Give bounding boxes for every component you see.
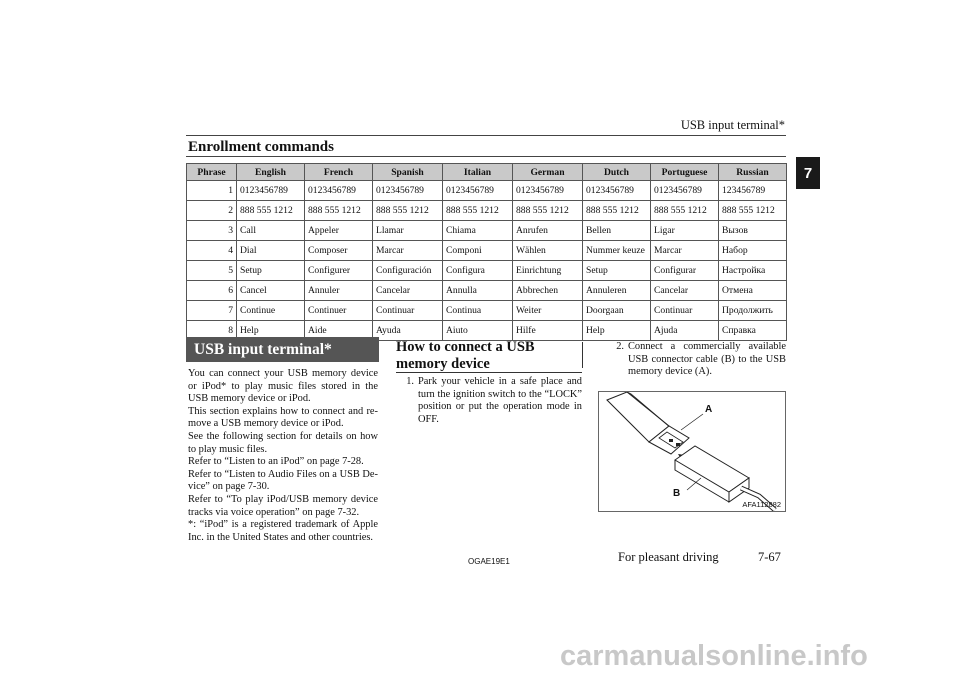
- table-cell: Справка: [719, 321, 787, 341]
- table-cell: Continuer: [305, 301, 373, 321]
- column-header: Dutch: [583, 164, 651, 181]
- table-cell: Llamar: [373, 221, 443, 241]
- column-header: German: [513, 164, 583, 181]
- table-cell: Composer: [305, 241, 373, 261]
- table-cell: Продолжить: [719, 301, 787, 321]
- footer-code: OGAE19E1: [468, 557, 510, 566]
- table-cell: Annuleren: [583, 281, 651, 301]
- table-cell: Configurer: [305, 261, 373, 281]
- chapter-tab[interactable]: 7: [796, 157, 820, 189]
- table-cell: Cancelar: [651, 281, 719, 301]
- column-header: English: [237, 164, 305, 181]
- column-header: Portuguese: [651, 164, 719, 181]
- table-cell: Hilfe: [513, 321, 583, 341]
- table-cell: Marcar: [373, 241, 443, 261]
- table-cell: Ayuda: [373, 321, 443, 341]
- table-row: [187, 261, 787, 281]
- step-number: 2.: [616, 341, 624, 352]
- table-cell: Configuración: [373, 261, 443, 281]
- label-b: B: [673, 488, 681, 499]
- table-cell: Wählen: [513, 241, 583, 261]
- connect-usb-heading: How to connect a USB memory device: [396, 339, 535, 372]
- table-cell: Configurar: [651, 261, 719, 281]
- table-cell: Anrufen: [513, 221, 583, 241]
- heading-underline: [396, 372, 582, 373]
- table-cell: Marcar: [651, 241, 719, 261]
- table-cell: 888 555 1212: [583, 201, 651, 221]
- table-cell: 0123456789: [373, 181, 443, 201]
- table-cell: 888 555 1212: [443, 201, 513, 221]
- label-a: A: [705, 404, 713, 415]
- table-cell: Aide: [305, 321, 373, 341]
- footer-section-name: For pleasant driving: [618, 550, 719, 564]
- table-row: [187, 201, 787, 221]
- step-number: 1.: [406, 376, 414, 387]
- table-cell: 0123456789: [237, 181, 305, 201]
- cross-reference[interactable]: Refer to “Listen to Audio Files on a USB De-vice” on page 7-30.: [188, 468, 378, 493]
- step-text: Park your vehicle in a safe place and turn the ignition switch to the “LOCK” position or put the operation mode in OFF.: [418, 376, 582, 425]
- table-cell: 888 555 1212: [373, 201, 443, 221]
- phrase-number-cell: 6: [187, 281, 237, 301]
- table-cell: Help: [583, 321, 651, 341]
- table-cell: Continuar: [651, 301, 719, 321]
- table-cell: 0123456789: [583, 181, 651, 201]
- watermark: carmanualsonline.info: [560, 640, 868, 672]
- header-rule: [186, 135, 786, 136]
- table-header-row: [187, 164, 787, 181]
- phrase-number-cell: 5: [187, 261, 237, 281]
- table-cell: 0123456789: [443, 181, 513, 201]
- table-cell: Help: [237, 321, 305, 341]
- table-cell: 888 555 1212: [651, 201, 719, 221]
- table-cell: Setup: [237, 261, 305, 281]
- trademark-note: *: “iPod” is a registered trademark of Apple Inc. in the United States and other countries.: [188, 519, 378, 543]
- table-cell: Setup: [583, 261, 651, 281]
- column-header: Phrase: [187, 164, 237, 181]
- column-header: Spanish: [373, 164, 443, 181]
- step-1: [396, 376, 582, 426]
- table-cell: Weiter: [513, 301, 583, 321]
- phrase-number-cell: 4: [187, 241, 237, 261]
- table-cell: Настройка: [719, 261, 787, 281]
- phrase-number-cell: 1: [187, 181, 237, 201]
- table-cell: Call: [237, 221, 305, 241]
- table-cell: Appeler: [305, 221, 373, 241]
- table-cell: Вызов: [719, 221, 787, 241]
- column-header: Italian: [443, 164, 513, 181]
- table-cell: Continue: [237, 301, 305, 321]
- cross-reference[interactable]: Refer to “To play iPod/USB memory device tracks via voice operation” on page 7-32.: [188, 493, 378, 518]
- table-cell: 888 555 1212: [513, 201, 583, 221]
- table-cell: Chiama: [443, 221, 513, 241]
- step-text: Connect a commercially available USB connector cable (B) to the USB memory device (A).: [628, 341, 786, 378]
- paragraph: This section explains how to connect and re-move a USB memory device or iPod.: [188, 405, 378, 430]
- paragraph: See the following section for details on how to play music files.: [188, 430, 378, 455]
- table-cell: Отмена: [719, 281, 787, 301]
- table-cell: Continuar: [373, 301, 443, 321]
- table-row: [187, 221, 787, 241]
- table-cell: Continua: [443, 301, 513, 321]
- phrase-number-cell: 7: [187, 301, 237, 321]
- table-cell: 0123456789: [305, 181, 373, 201]
- table-cell: Annuler: [305, 281, 373, 301]
- table-cell: Componi: [443, 241, 513, 261]
- figure-code: AFA112882: [742, 500, 781, 509]
- phrase-number-cell: 3: [187, 221, 237, 241]
- table-cell: Abbrechen: [513, 281, 583, 301]
- heading-side-rule: [582, 342, 583, 368]
- table-row: [187, 301, 787, 321]
- usb-connection-figure: [598, 391, 786, 512]
- enrollment-commands-title: Enrollment commands: [188, 139, 334, 155]
- table-cell: 888 555 1212: [305, 201, 373, 221]
- section-rule: [186, 156, 786, 157]
- running-head: USB input terminal*: [680, 118, 785, 132]
- table-cell: 123456789: [719, 181, 787, 201]
- table-cell: Ligar: [651, 221, 719, 241]
- phrase-number-cell: 8: [187, 321, 237, 341]
- table-body: [187, 181, 787, 341]
- table-cell: 0123456789: [513, 181, 583, 201]
- usb-input-terminal-banner: USB input terminal*: [186, 337, 379, 362]
- table-cell: Configura: [443, 261, 513, 281]
- cross-reference[interactable]: Refer to “Listen to an iPod” on page 7-28.: [188, 456, 364, 468]
- usb-connection-illustration: [599, 392, 785, 511]
- table-cell: Einrichtung: [513, 261, 583, 281]
- table-cell: Doorgaan: [583, 301, 651, 321]
- paragraph: You can connect your USB memory device or iPod* to play music files stored in the USB memory device or iPod.: [188, 368, 378, 405]
- table-cell: Cancel: [237, 281, 305, 301]
- table-cell: Dial: [237, 241, 305, 261]
- table-cell: Aiuto: [443, 321, 513, 341]
- table-cell: Cancelar: [373, 281, 443, 301]
- usb-intro-text: [188, 368, 378, 544]
- table-cell: Nummer keuze: [583, 241, 651, 261]
- table-cell: 0123456789: [651, 181, 719, 201]
- page-number: 7-67: [758, 550, 781, 564]
- step-2: [606, 341, 786, 379]
- table-row: [187, 281, 787, 301]
- table-cell: 888 555 1212: [719, 201, 787, 221]
- column-header: Russian: [719, 164, 787, 181]
- table-row: [187, 241, 787, 261]
- table-cell: 888 555 1212: [237, 201, 305, 221]
- enrollment-commands-table: [186, 163, 787, 341]
- phrase-number-cell: 2: [187, 201, 237, 221]
- table-cell: Bellen: [583, 221, 651, 241]
- column-header: French: [305, 164, 373, 181]
- table-cell: Annulla: [443, 281, 513, 301]
- table-cell: Ajuda: [651, 321, 719, 341]
- table-row: [187, 181, 787, 201]
- table-cell: Набор: [719, 241, 787, 261]
